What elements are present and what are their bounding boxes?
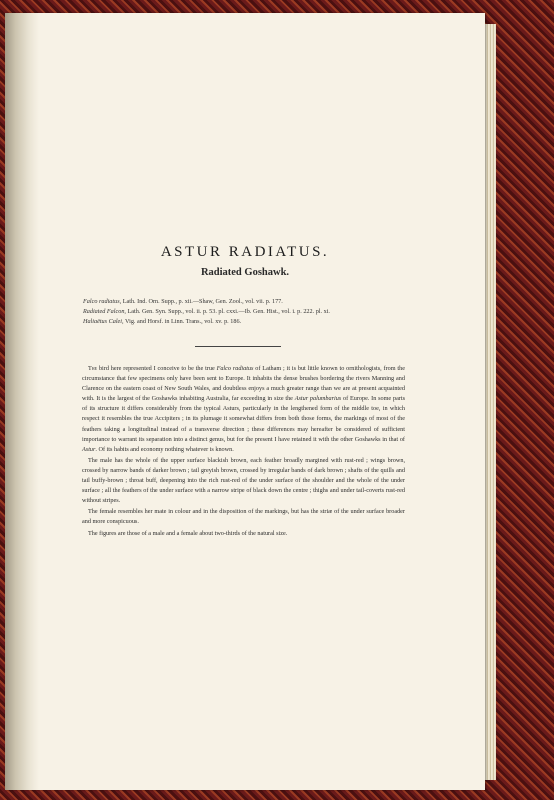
genus-name: Astur xyxy=(82,445,96,453)
paragraph-female: The female resembles her mate in colour and in the disposition of the markings, but has the striæ of the under surface broader and more conspicuous. xyxy=(82,508,405,526)
synonym-reference: , Lath. Ind. Orn. Supp., p. xii.—Shaw, Gen. Zool., vol. vii. p. 177. xyxy=(119,298,283,305)
description-text xyxy=(82,364,405,540)
text-run: . Of its habits and economy nothing whatever is known. xyxy=(95,445,234,453)
lead-word: The xyxy=(88,365,98,372)
section-divider xyxy=(195,346,281,347)
synonym-line xyxy=(83,307,443,317)
text-run: of Europe. In some parts of its structure it differs considerably from the typical Asturs, particularly in the lengthened form of the middle toe, in which respect it resembles the true Accipiters ; in its plumage it somewhat differs from both those forms, the markings of most of the feathers taking a longitudinal instead of a transverse direction ; these differences may hereafter be considered of sufficient importance to warrant its separation into a distinct genus, but for the present I have retained it with the other Goshawks in that of xyxy=(82,395,405,443)
synonym-name: Haliaëtus Calei xyxy=(83,318,123,325)
paragraph-figures: The figures are those of a male and a female about two-thirds of the natural size. xyxy=(88,529,288,537)
synonym-line xyxy=(83,317,443,327)
text-run: of Latham ; it is but little known to ornithologists, from the circumstance that few specimens only have been sent to Europe. It inhabits the dense brushes bordering the rivers Manning and Clarence on the eastern coast of New South Wales, and doubtless enjoys a much greater range than we are at present acquainted with. It is the largest of the Goshawks inhabiting Australia, far exceeding in size the xyxy=(82,365,405,403)
paragraph-male: The male has the whole of the upper surface blackish brown, each feather broadly margined with rust-red ; wings brown, crossed by narrow bands of darker brown ; tail greyish brown, crossed by irregular bands of dark brown ; shafts of the quills and tail buffy-brown ; throat buff, deepening into the rich rust-red of the under surface of the shoulder and the whole of the under surface ; all the feathers of the under surface with a narrow stripe of black down the centre ; thighs and under tail-coverts rust-red without stripes. xyxy=(82,456,405,505)
paragraph-intro xyxy=(82,364,405,455)
species-name: Falco radiatus xyxy=(216,365,254,372)
species-name: Astur palumbarius xyxy=(294,395,342,403)
synonym-line xyxy=(83,297,443,307)
page-content xyxy=(5,13,485,790)
page-title: ASTUR RADIATUS. xyxy=(160,244,330,260)
page-subtitle: Radiated Goshawk. xyxy=(200,267,290,278)
text-run: bird here represented I conceive to be the true xyxy=(97,365,217,372)
synonym-name: Falco radiatus xyxy=(83,298,120,305)
synonymy-list xyxy=(83,297,443,327)
book-page xyxy=(5,13,485,790)
synonym-reference: , Lath. Gen. Syn. Supp., vol. ii. p. 53. pl. cxxi.—Ib. Gen. Hist., vol. i. p. 222. pl. xi. xyxy=(124,308,330,315)
synonym-reference: , Vig. and Horsf. in Linn. Trans., vol. xv. p. 186. xyxy=(122,318,242,325)
synonym-name: Radiated Falcon xyxy=(83,308,125,315)
